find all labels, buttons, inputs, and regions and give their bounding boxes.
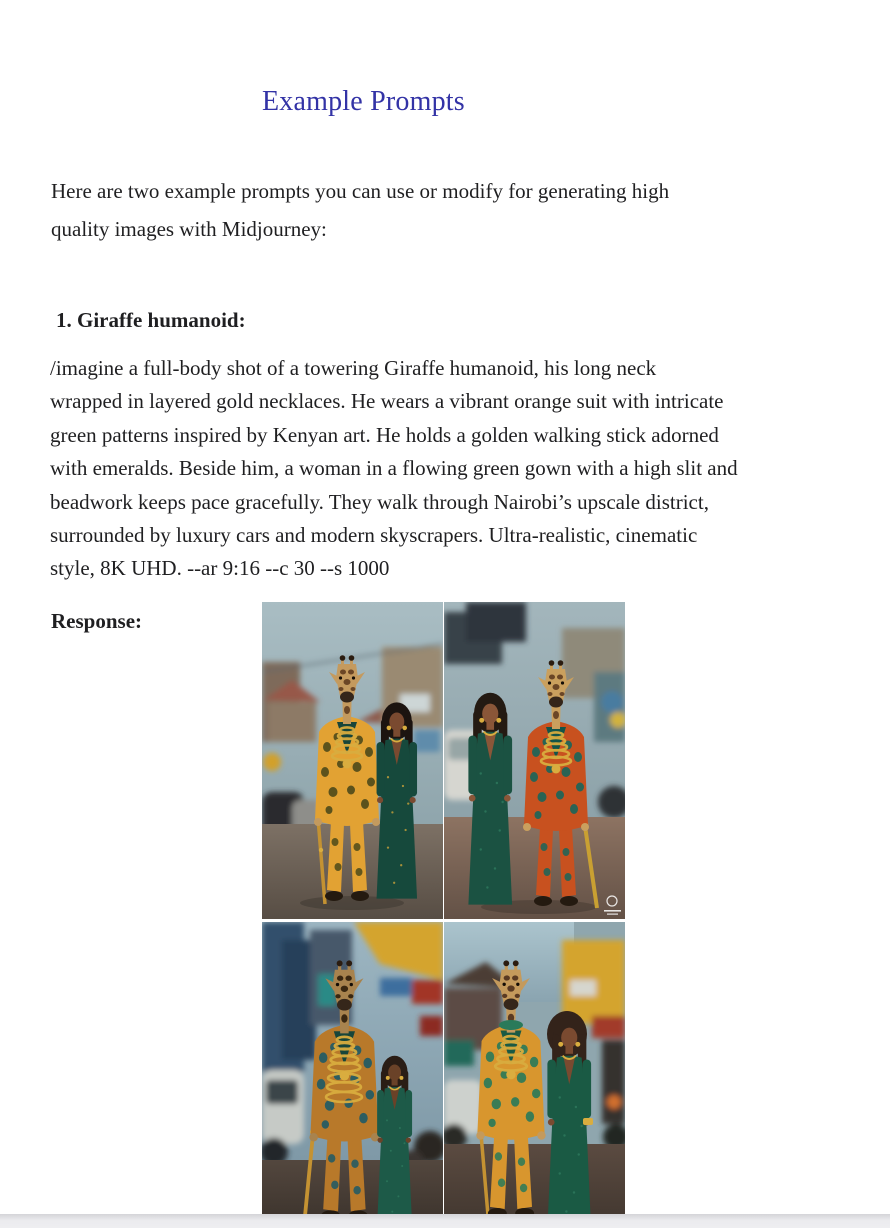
page-gap: [0, 1214, 890, 1228]
generated-image-2[interactable]: [444, 602, 625, 919]
prompt-line: beadwork keeps pace gracefully. They walk through Nairobi’s upscale district,: [50, 489, 709, 514]
midjourney-image-grid: [262, 602, 625, 1214]
prompt-line: surrounded by luxury cars and modern skyscrapers. Ultra-realistic, cinematic: [50, 523, 698, 548]
prompt-paragraph: [50, 352, 738, 586]
prompt-line: style, 8K UHD. --ar 9:16 --c 30 --s 1000: [50, 556, 390, 581]
generated-image-3[interactable]: [262, 922, 443, 1214]
page-title: Example Prompts: [262, 86, 465, 117]
section-heading-giraffe-humanoid: 1. Giraffe humanoid:: [56, 308, 246, 332]
intro-line: Here are two example prompts you can use or modify for generating high: [51, 179, 670, 203]
generated-image-1[interactable]: [262, 602, 443, 919]
prompt-line: with emeralds. Beside him, a woman in a flowing green gown with a high slit and: [50, 456, 738, 481]
intro-paragraph: [51, 172, 669, 248]
prompt-line: wrapped in layered gold necklaces. He wears a vibrant orange suit with intricate: [50, 389, 724, 414]
giraffe-street-scene-1: [262, 602, 443, 919]
intro-line: quality images with Midjourney:: [51, 217, 327, 241]
prompt-line: /imagine a full-body shot of a towering Giraffe humanoid, his long neck: [50, 356, 657, 380]
giraffe-street-scene-3: [262, 922, 443, 1214]
response-label: Response:: [51, 609, 143, 633]
giraffe-street-scene-4: [444, 922, 625, 1214]
generated-image-4[interactable]: [444, 922, 625, 1214]
prompt-line: green patterns inspired by Kenyan art. He holds a golden walking stick adorned: [50, 422, 719, 447]
giraffe-street-scene-2: [444, 602, 625, 919]
